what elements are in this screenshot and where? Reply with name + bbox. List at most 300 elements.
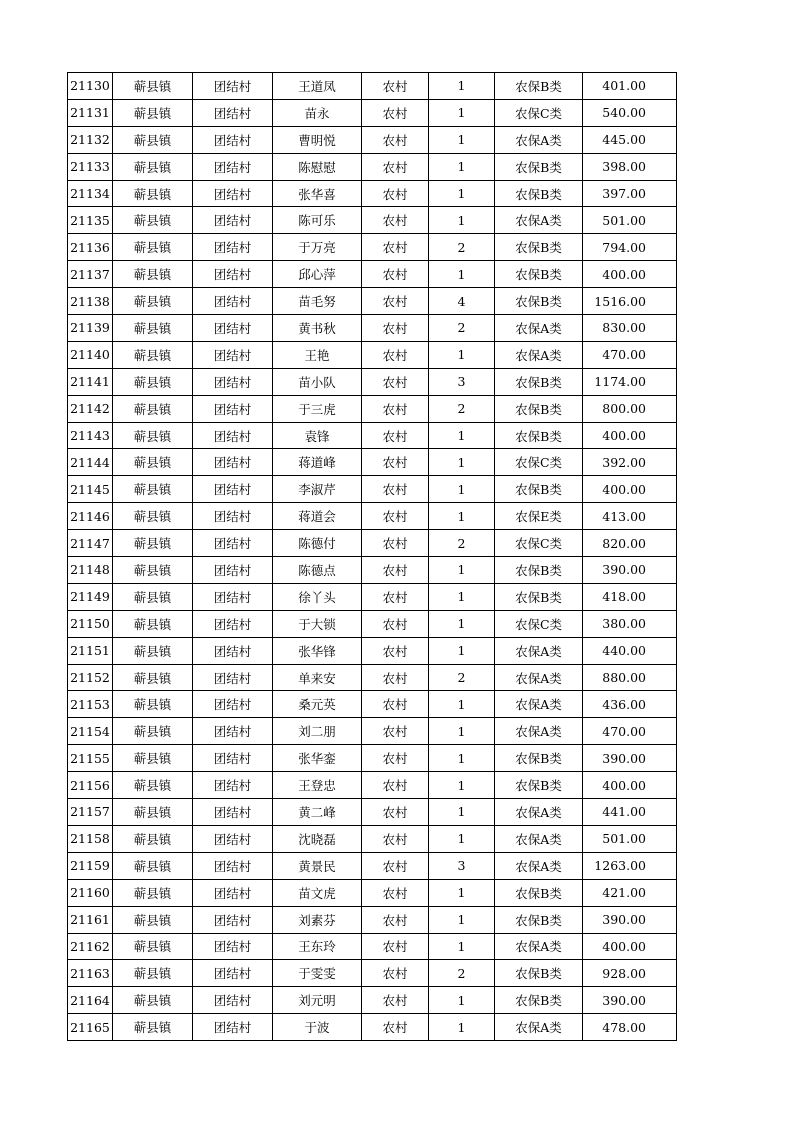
area-type-cell: 农村 <box>362 368 429 395</box>
household-count-cell: 1 <box>429 557 495 584</box>
amount-cell: 436.00 <box>583 691 677 718</box>
amount-cell: 880.00 <box>583 664 677 691</box>
name-cell: 陈德付 <box>273 530 362 557</box>
name-cell: 刘元明 <box>273 987 362 1014</box>
name-cell: 李淑芹 <box>273 476 362 503</box>
town-cell: 蕲县镇 <box>113 261 193 288</box>
area-type-cell: 农村 <box>362 261 429 288</box>
amount-cell: 478.00 <box>583 1014 677 1041</box>
category-cell: 农保A类 <box>495 852 583 879</box>
row-id-cell: 21152 <box>68 664 113 691</box>
village-cell: 团结村 <box>193 476 273 503</box>
town-cell: 蕲县镇 <box>113 1014 193 1041</box>
household-count-cell: 2 <box>429 234 495 261</box>
town-cell: 蕲县镇 <box>113 637 193 664</box>
table-row <box>68 207 677 234</box>
category-cell: 农保B类 <box>495 422 583 449</box>
town-cell: 蕲县镇 <box>113 718 193 745</box>
village-cell: 团结村 <box>193 99 273 126</box>
name-cell: 陈德点 <box>273 557 362 584</box>
town-cell: 蕲县镇 <box>113 422 193 449</box>
household-count-cell: 2 <box>429 530 495 557</box>
amount-cell: 418.00 <box>583 583 677 610</box>
amount-cell: 470.00 <box>583 341 677 368</box>
row-id-cell: 21156 <box>68 772 113 799</box>
village-cell: 团结村 <box>193 422 273 449</box>
area-type-cell: 农村 <box>362 180 429 207</box>
amount-cell: 392.00 <box>583 449 677 476</box>
household-count-cell: 2 <box>429 960 495 987</box>
area-type-cell: 农村 <box>362 395 429 422</box>
amount-cell: 397.00 <box>583 180 677 207</box>
category-cell: 农保B类 <box>495 153 583 180</box>
town-cell: 蕲县镇 <box>113 449 193 476</box>
table-row <box>68 583 677 610</box>
row-id-cell: 21147 <box>68 530 113 557</box>
row-id-cell: 21142 <box>68 395 113 422</box>
row-id-cell: 21130 <box>68 73 113 100</box>
row-id-cell: 21136 <box>68 234 113 261</box>
row-id-cell: 21164 <box>68 987 113 1014</box>
area-type-cell: 农村 <box>362 315 429 342</box>
household-count-cell: 1 <box>429 825 495 852</box>
village-cell: 团结村 <box>193 852 273 879</box>
table-row <box>68 73 677 100</box>
table-row <box>68 879 677 906</box>
category-cell: 农保B类 <box>495 73 583 100</box>
amount-cell: 470.00 <box>583 718 677 745</box>
amount-cell: 501.00 <box>583 825 677 852</box>
name-cell: 桑元英 <box>273 691 362 718</box>
table-row <box>68 368 677 395</box>
table-row <box>68 637 677 664</box>
amount-cell: 401.00 <box>583 73 677 100</box>
category-cell: 农保B类 <box>495 987 583 1014</box>
amount-cell: 830.00 <box>583 315 677 342</box>
household-count-cell: 1 <box>429 772 495 799</box>
category-cell: 农保C类 <box>495 530 583 557</box>
household-count-cell: 1 <box>429 153 495 180</box>
table-row <box>68 987 677 1014</box>
table-row <box>68 825 677 852</box>
town-cell: 蕲县镇 <box>113 852 193 879</box>
town-cell: 蕲县镇 <box>113 933 193 960</box>
village-cell: 团结村 <box>193 288 273 315</box>
area-type-cell: 农村 <box>362 476 429 503</box>
amount-cell: 440.00 <box>583 637 677 664</box>
town-cell: 蕲县镇 <box>113 691 193 718</box>
table-row <box>68 664 677 691</box>
category-cell: 农保B类 <box>495 772 583 799</box>
village-cell: 团结村 <box>193 664 273 691</box>
area-type-cell: 农村 <box>362 422 429 449</box>
area-type-cell: 农村 <box>362 73 429 100</box>
row-id-cell: 21133 <box>68 153 113 180</box>
category-cell: 农保A类 <box>495 691 583 718</box>
row-id-cell: 21148 <box>68 557 113 584</box>
amount-cell: 413.00 <box>583 503 677 530</box>
town-cell: 蕲县镇 <box>113 153 193 180</box>
household-count-cell: 1 <box>429 180 495 207</box>
town-cell: 蕲县镇 <box>113 879 193 906</box>
village-cell: 团结村 <box>193 637 273 664</box>
village-cell: 团结村 <box>193 987 273 1014</box>
village-cell: 团结村 <box>193 449 273 476</box>
area-type-cell: 农村 <box>362 933 429 960</box>
village-cell: 团结村 <box>193 395 273 422</box>
area-type-cell: 农村 <box>362 718 429 745</box>
household-count-cell: 1 <box>429 476 495 503</box>
town-cell: 蕲县镇 <box>113 799 193 826</box>
village-cell: 团结村 <box>193 207 273 234</box>
area-type-cell: 农村 <box>362 987 429 1014</box>
village-cell: 团结村 <box>193 180 273 207</box>
area-type-cell: 农村 <box>362 852 429 879</box>
table-row <box>68 99 677 126</box>
household-count-cell: 1 <box>429 449 495 476</box>
town-cell: 蕲县镇 <box>113 395 193 422</box>
area-type-cell: 农村 <box>362 583 429 610</box>
table-row <box>68 341 677 368</box>
amount-cell: 398.00 <box>583 153 677 180</box>
area-type-cell: 农村 <box>362 449 429 476</box>
table-row <box>68 745 677 772</box>
category-cell: 农保A类 <box>495 315 583 342</box>
name-cell: 蒋道会 <box>273 503 362 530</box>
row-id-cell: 21155 <box>68 745 113 772</box>
amount-cell: 400.00 <box>583 933 677 960</box>
amount-cell: 1516.00 <box>583 288 677 315</box>
area-type-cell: 农村 <box>362 341 429 368</box>
household-count-cell: 2 <box>429 315 495 342</box>
household-count-cell: 1 <box>429 207 495 234</box>
name-cell: 刘二朋 <box>273 718 362 745</box>
area-type-cell: 农村 <box>362 906 429 933</box>
category-cell: 农保B类 <box>495 879 583 906</box>
category-cell: 农保C类 <box>495 99 583 126</box>
category-cell: 农保B类 <box>495 906 583 933</box>
row-id-cell: 21137 <box>68 261 113 288</box>
household-count-cell: 1 <box>429 126 495 153</box>
town-cell: 蕲县镇 <box>113 557 193 584</box>
category-cell: 农保B类 <box>495 368 583 395</box>
category-cell: 农保B类 <box>495 288 583 315</box>
name-cell: 黄书秋 <box>273 315 362 342</box>
row-id-cell: 21135 <box>68 207 113 234</box>
area-type-cell: 农村 <box>362 637 429 664</box>
table-row <box>68 718 677 745</box>
name-cell: 苗永 <box>273 99 362 126</box>
town-cell: 蕲县镇 <box>113 207 193 234</box>
household-count-cell: 1 <box>429 503 495 530</box>
area-type-cell: 农村 <box>362 234 429 261</box>
village-cell: 团结村 <box>193 368 273 395</box>
row-id-cell: 21143 <box>68 422 113 449</box>
category-cell: 农保A类 <box>495 664 583 691</box>
village-cell: 团结村 <box>193 73 273 100</box>
village-cell: 团结村 <box>193 799 273 826</box>
table-row <box>68 422 677 449</box>
row-id-cell: 21141 <box>68 368 113 395</box>
name-cell: 单来安 <box>273 664 362 691</box>
category-cell: 农保A类 <box>495 637 583 664</box>
category-cell: 农保B类 <box>495 395 583 422</box>
table-row <box>68 799 677 826</box>
village-cell: 团结村 <box>193 126 273 153</box>
row-id-cell: 21163 <box>68 960 113 987</box>
household-count-cell: 1 <box>429 637 495 664</box>
table-row <box>68 960 677 987</box>
area-type-cell: 农村 <box>362 879 429 906</box>
household-count-cell: 4 <box>429 288 495 315</box>
row-id-cell: 21140 <box>68 341 113 368</box>
name-cell: 黄景民 <box>273 852 362 879</box>
name-cell: 袁锋 <box>273 422 362 449</box>
household-count-cell: 1 <box>429 718 495 745</box>
row-id-cell: 21160 <box>68 879 113 906</box>
town-cell: 蕲县镇 <box>113 745 193 772</box>
row-id-cell: 21153 <box>68 691 113 718</box>
town-cell: 蕲县镇 <box>113 530 193 557</box>
name-cell: 张华銮 <box>273 745 362 772</box>
row-id-cell: 21157 <box>68 799 113 826</box>
household-count-cell: 1 <box>429 422 495 449</box>
table-row <box>68 557 677 584</box>
table-body <box>68 73 677 1041</box>
name-cell: 王艳 <box>273 341 362 368</box>
category-cell: 农保B类 <box>495 234 583 261</box>
area-type-cell: 农村 <box>362 207 429 234</box>
village-cell: 团结村 <box>193 583 273 610</box>
town-cell: 蕲县镇 <box>113 476 193 503</box>
name-cell: 于大锁 <box>273 610 362 637</box>
name-cell: 于万亮 <box>273 234 362 261</box>
area-type-cell: 农村 <box>362 610 429 637</box>
amount-cell: 380.00 <box>583 610 677 637</box>
row-id-cell: 21158 <box>68 825 113 852</box>
name-cell: 沈晓磊 <box>273 825 362 852</box>
area-type-cell: 农村 <box>362 288 429 315</box>
area-type-cell: 农村 <box>362 503 429 530</box>
table-row <box>68 852 677 879</box>
row-id-cell: 21159 <box>68 852 113 879</box>
row-id-cell: 21144 <box>68 449 113 476</box>
village-cell: 团结村 <box>193 825 273 852</box>
category-cell: 农保E类 <box>495 503 583 530</box>
household-count-cell: 1 <box>429 987 495 1014</box>
area-type-cell: 农村 <box>362 557 429 584</box>
amount-cell: 400.00 <box>583 476 677 503</box>
amount-cell: 1174.00 <box>583 368 677 395</box>
area-type-cell: 农村 <box>362 1014 429 1041</box>
category-cell: 农保A类 <box>495 126 583 153</box>
row-id-cell: 21165 <box>68 1014 113 1041</box>
household-count-cell: 1 <box>429 99 495 126</box>
amount-cell: 928.00 <box>583 960 677 987</box>
town-cell: 蕲县镇 <box>113 960 193 987</box>
row-id-cell: 21161 <box>68 906 113 933</box>
amount-cell: 400.00 <box>583 772 677 799</box>
village-cell: 团结村 <box>193 906 273 933</box>
amount-cell: 390.00 <box>583 557 677 584</box>
amount-cell: 400.00 <box>583 422 677 449</box>
category-cell: 农保A类 <box>495 933 583 960</box>
name-cell: 邱心萍 <box>273 261 362 288</box>
name-cell: 王道凤 <box>273 73 362 100</box>
row-id-cell: 21162 <box>68 933 113 960</box>
area-type-cell: 农村 <box>362 664 429 691</box>
row-id-cell: 21154 <box>68 718 113 745</box>
town-cell: 蕲县镇 <box>113 772 193 799</box>
town-cell: 蕲县镇 <box>113 987 193 1014</box>
name-cell: 蒋道峰 <box>273 449 362 476</box>
amount-cell: 390.00 <box>583 745 677 772</box>
area-type-cell: 农村 <box>362 799 429 826</box>
table-row <box>68 1014 677 1041</box>
town-cell: 蕲县镇 <box>113 906 193 933</box>
amount-cell: 390.00 <box>583 906 677 933</box>
village-cell: 团结村 <box>193 745 273 772</box>
category-cell: 农保A类 <box>495 825 583 852</box>
table-row <box>68 772 677 799</box>
category-cell: 农保B类 <box>495 960 583 987</box>
name-cell: 徐丫头 <box>273 583 362 610</box>
category-cell: 农保A类 <box>495 341 583 368</box>
village-cell: 团结村 <box>193 610 273 637</box>
household-count-cell: 1 <box>429 879 495 906</box>
category-cell: 农保A类 <box>495 207 583 234</box>
area-type-cell: 农村 <box>362 530 429 557</box>
household-count-cell: 2 <box>429 664 495 691</box>
name-cell: 刘素芬 <box>273 906 362 933</box>
category-cell: 农保B类 <box>495 180 583 207</box>
row-id-cell: 21132 <box>68 126 113 153</box>
table-row <box>68 503 677 530</box>
amount-cell: 421.00 <box>583 879 677 906</box>
household-count-cell: 1 <box>429 610 495 637</box>
village-cell: 团结村 <box>193 261 273 288</box>
name-cell: 苗毛努 <box>273 288 362 315</box>
amount-cell: 540.00 <box>583 99 677 126</box>
town-cell: 蕲县镇 <box>113 234 193 261</box>
town-cell: 蕲县镇 <box>113 288 193 315</box>
town-cell: 蕲县镇 <box>113 368 193 395</box>
table-row <box>68 234 677 261</box>
category-cell: 农保C类 <box>495 449 583 476</box>
name-cell: 曹明悦 <box>273 126 362 153</box>
table-row <box>68 180 677 207</box>
table-row <box>68 126 677 153</box>
household-count-cell: 3 <box>429 368 495 395</box>
household-count-cell: 1 <box>429 583 495 610</box>
household-count-cell: 1 <box>429 933 495 960</box>
village-cell: 团结村 <box>193 557 273 584</box>
table-row <box>68 395 677 422</box>
table-row <box>68 449 677 476</box>
row-id-cell: 21139 <box>68 315 113 342</box>
row-id-cell: 21146 <box>68 503 113 530</box>
village-cell: 团结村 <box>193 234 273 261</box>
household-count-cell: 1 <box>429 691 495 718</box>
name-cell: 苗小队 <box>273 368 362 395</box>
name-cell: 黄二峰 <box>273 799 362 826</box>
name-cell: 于三虎 <box>273 395 362 422</box>
table-row <box>68 153 677 180</box>
category-cell: 农保B类 <box>495 557 583 584</box>
table-row <box>68 315 677 342</box>
household-count-cell: 1 <box>429 261 495 288</box>
town-cell: 蕲县镇 <box>113 180 193 207</box>
category-cell: 农保A类 <box>495 1014 583 1041</box>
household-count-cell: 3 <box>429 852 495 879</box>
amount-cell: 794.00 <box>583 234 677 261</box>
town-cell: 蕲县镇 <box>113 825 193 852</box>
village-cell: 团结村 <box>193 315 273 342</box>
category-cell: 农保A类 <box>495 799 583 826</box>
town-cell: 蕲县镇 <box>113 99 193 126</box>
town-cell: 蕲县镇 <box>113 664 193 691</box>
category-cell: 农保B类 <box>495 261 583 288</box>
table-row <box>68 288 677 315</box>
name-cell: 苗文虎 <box>273 879 362 906</box>
table-row <box>68 530 677 557</box>
table-row <box>68 610 677 637</box>
amount-cell: 501.00 <box>583 207 677 234</box>
data-table <box>67 72 677 1041</box>
town-cell: 蕲县镇 <box>113 73 193 100</box>
town-cell: 蕲县镇 <box>113 610 193 637</box>
amount-cell: 390.00 <box>583 987 677 1014</box>
town-cell: 蕲县镇 <box>113 583 193 610</box>
village-cell: 团结村 <box>193 1014 273 1041</box>
row-id-cell: 21151 <box>68 637 113 664</box>
name-cell: 张华喜 <box>273 180 362 207</box>
name-cell: 陈慰慰 <box>273 153 362 180</box>
row-id-cell: 21134 <box>68 180 113 207</box>
household-count-cell: 1 <box>429 341 495 368</box>
table-row <box>68 906 677 933</box>
area-type-cell: 农村 <box>362 691 429 718</box>
household-count-cell: 1 <box>429 73 495 100</box>
row-id-cell: 21138 <box>68 288 113 315</box>
row-id-cell: 21150 <box>68 610 113 637</box>
town-cell: 蕲县镇 <box>113 503 193 530</box>
name-cell: 于雯雯 <box>273 960 362 987</box>
table-row <box>68 261 677 288</box>
category-cell: 农保B类 <box>495 745 583 772</box>
amount-cell: 820.00 <box>583 530 677 557</box>
name-cell: 陈可乐 <box>273 207 362 234</box>
village-cell: 团结村 <box>193 153 273 180</box>
amount-cell: 445.00 <box>583 126 677 153</box>
area-type-cell: 农村 <box>362 772 429 799</box>
household-count-cell: 1 <box>429 745 495 772</box>
area-type-cell: 农村 <box>362 99 429 126</box>
town-cell: 蕲县镇 <box>113 315 193 342</box>
name-cell: 王东玲 <box>273 933 362 960</box>
category-cell: 农保B类 <box>495 476 583 503</box>
village-cell: 团结村 <box>193 718 273 745</box>
amount-cell: 441.00 <box>583 799 677 826</box>
row-id-cell: 21149 <box>68 583 113 610</box>
area-type-cell: 农村 <box>362 745 429 772</box>
table-row <box>68 933 677 960</box>
village-cell: 团结村 <box>193 691 273 718</box>
household-count-cell: 1 <box>429 906 495 933</box>
amount-cell: 800.00 <box>583 395 677 422</box>
name-cell: 于波 <box>273 1014 362 1041</box>
village-cell: 团结村 <box>193 772 273 799</box>
